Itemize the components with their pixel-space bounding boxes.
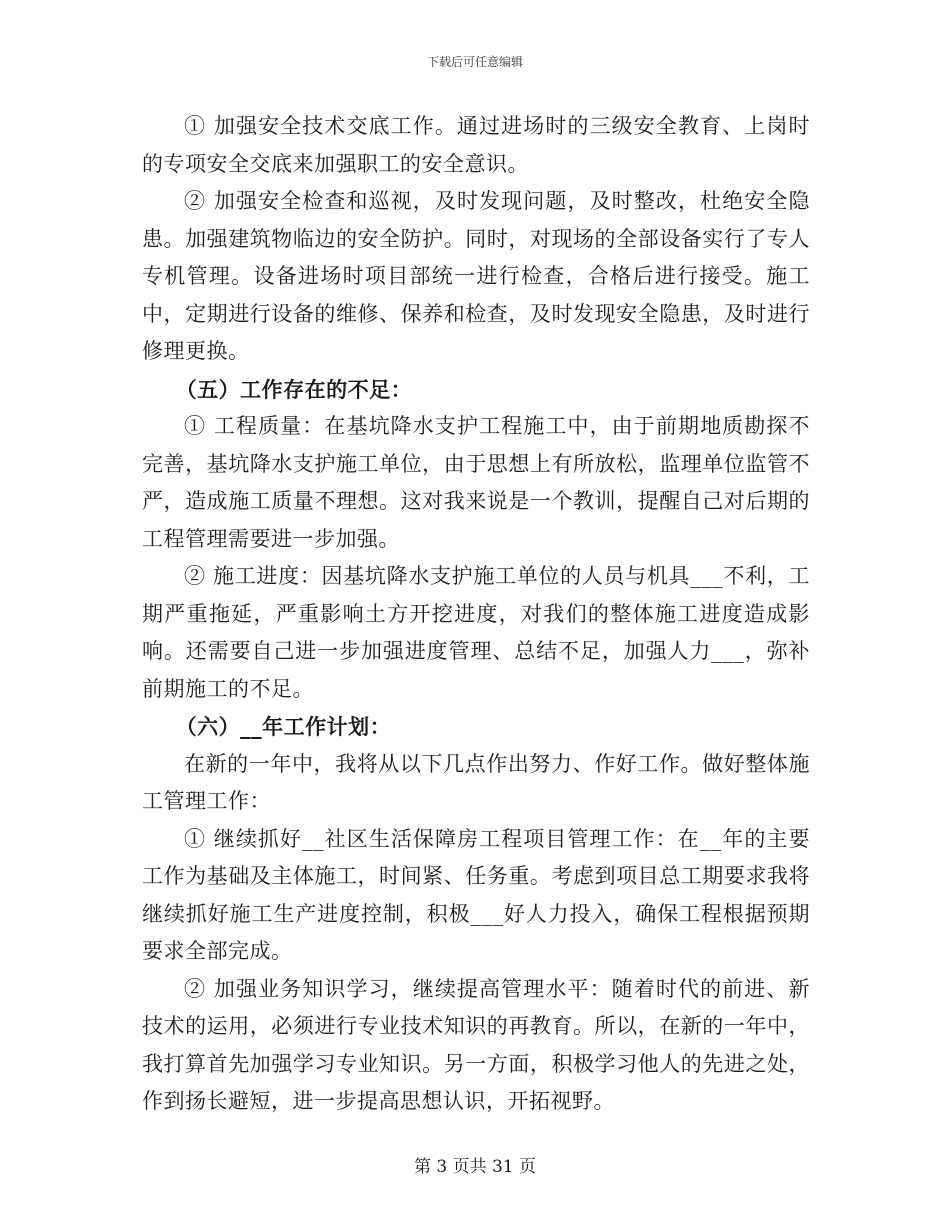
paragraph-quality: ① 工程质量：在基坑降水支护工程施工中，由于前期地质勘探不完善，基坑降水支护施工单位，由于思想上有所放松，监理单位监管不严，造成施工质量不理想。这对我来说是一个教训，提醒自己对后期的工程管理需要进一步加强。 [142,414,810,551]
page-footer-page-number: 第 3 页共 31 页 [413,1157,537,1177]
paragraph-plan-intro: 在新的一年中，我将从以下几点作出努力、作好工作。做好整体施工管理工作： [142,751,810,813]
section-heading-work-plan: （六）__年工作计划： [175,714,392,739]
paragraph-safety-briefing: ① 加强安全技术交底工作。通过进场时的三级安全教育、上岗时的专项安全交底来加强职工的安全意识。 [142,114,810,176]
paragraph-progress: ② 施工进度：因基坑降水支护施工单位的人员与机具___不利，工期严重拖延，严重影响土方开挖进度，对我们的整体施工进度造成影响。还需要自己进一步加强进度管理、总结不足，加强人力___，弥补前期施工的不足。 [142,564,810,701]
page-header: 下载后可任意编辑 [426,55,523,69]
paragraph-plan-learning: ② 加强业务知识学习，继续提高管理水平：随着时代的前进、新技术的运用，必须进行专业技术知识的再教育。所以，在新的一年中，我打算首先加强学习专业知识。另一方面，积极学习他人的先进之处，作到扬长避短，进一步提高思想认识，开拓视野。 [142,976,810,1113]
section-heading-shortcomings: （五）工作存在的不足： [175,376,413,402]
document-body [142,108,810,1121]
paragraph-plan-project: ① 继续抓好__社区生活保障房工程项目管理工作：在__年的主要工作为基础及主体施工，时间紧、任务重。考虑到项目总工期要求我将继续抓好施工生产进度控制，积极___好人力投入，确保工程根据预期要求全部完成。 [142,826,810,963]
paragraph-safety-inspection: ② 加强安全检查和巡视，及时发现问题，及时整改，杜绝安全隐患。加强建筑物临边的安全防护。同时，对现场的全部设备实行了专人专机管理。设备进场时项目部统一进行检查，合格后进行接受。施工中，定期进行设备的维修、保养和检查，及时发现安全隐患，及时进行修理更换。 [142,189,810,363]
